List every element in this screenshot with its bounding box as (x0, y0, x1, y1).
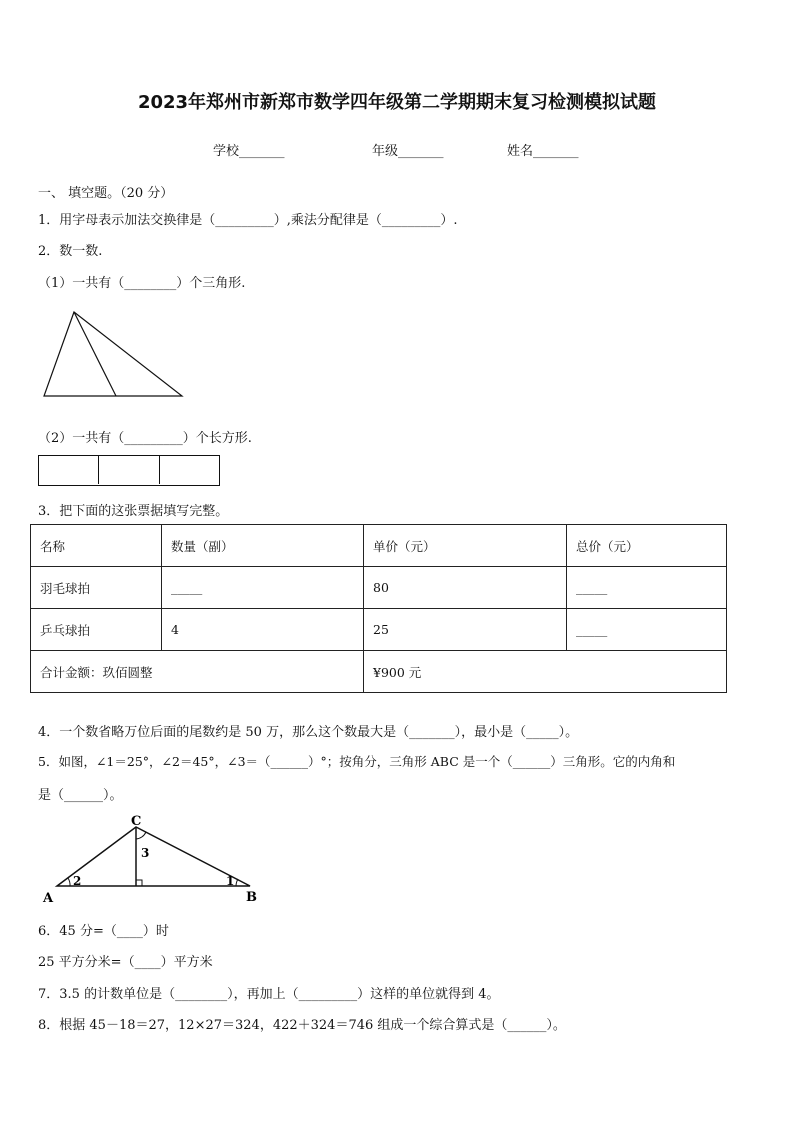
question-1: 1．用字母表示加法交换律是（_________）,乘法分配律是（_________）. (38, 213, 458, 228)
table-cell: _____ (162, 567, 364, 609)
header-cell: 名称 (31, 525, 162, 567)
rectangle-outer (38, 455, 220, 486)
table-row (31, 609, 727, 651)
question-3: 3．把下面的这张票据填写完整。 (38, 504, 229, 519)
question-2-part-1: （1）一共有（________）个三角形. (38, 276, 246, 291)
header-cell: 数量（副） (162, 525, 364, 567)
question-2: 2．数一数. (38, 244, 103, 259)
total-label: 合计金额：玖佰圆整 (31, 651, 364, 693)
angle-3-arc (136, 832, 146, 839)
inner-line (74, 312, 116, 396)
question-7: 7．3.5 的计数单位是（________），再加上（_________）这样的单位就得到 4。 (38, 987, 500, 1002)
label-angle-1: 1 (226, 874, 235, 888)
outer-triangle (44, 312, 182, 396)
table-cell: 4 (162, 609, 364, 651)
header-cell: 单价（元） (364, 525, 567, 567)
table-total-row (31, 651, 727, 693)
question-6-line-2: 25 平方分米=（____）平方米 (38, 955, 213, 970)
question-6-line-1: 6．45 分=（____）时 (38, 924, 169, 939)
label-angle-2: 2 (73, 874, 82, 888)
right-angle-mark (136, 880, 142, 886)
angle-1-arc (236, 879, 238, 886)
label-angle-3: 3 (141, 846, 150, 860)
question-8: 8．根据 45－18＝27，12×27＝324，422＋324＝746 组成一个综合算式是（______）。 (38, 1018, 566, 1033)
table-cell: 80 (364, 567, 567, 609)
section-heading: 一、 填空题。（20 分） (38, 186, 174, 201)
school-field: 学校_______ (213, 144, 285, 159)
triangle-figure (40, 308, 190, 400)
name-field: 姓名_______ (507, 144, 579, 159)
table-cell: 乒乓球拍 (31, 609, 162, 651)
header-cell: 总价（元） (567, 525, 727, 567)
rectangle-divider (98, 455, 99, 484)
total-value: ¥900 元 (364, 651, 727, 693)
table-cell: _____ (567, 567, 727, 609)
question-5-line-1: 5．如图，∠1＝25°，∠2＝45°，∠3＝（______）°；按角分，三角形 ABC 是一个（______）三角形。它的内角和 (38, 754, 676, 769)
table-cell: 羽毛球拍 (31, 567, 162, 609)
table-row (31, 567, 727, 609)
triangle-abc-figure (40, 812, 265, 907)
table-header-row (31, 525, 727, 567)
grade-field: 年级_______ (372, 144, 444, 159)
receipt-table (30, 524, 727, 693)
table-cell: 25 (364, 609, 567, 651)
label-c: C (131, 814, 142, 829)
question-5-line-2: 是（______）。 (38, 788, 123, 803)
label-a: A (43, 891, 54, 906)
question-4: 4．一个数省略万位后面的尾数约是 50 万，那么这个数最大是（_______），最小是（_____）。 (38, 725, 579, 740)
rectangle-divider (159, 455, 160, 484)
table-cell: _____ (567, 609, 727, 651)
label-b: B (246, 890, 257, 905)
question-2-part-2: （2）一共有（_________）个长方形. (38, 431, 252, 446)
triangle-abc (57, 827, 250, 886)
angle-2-arc (68, 878, 70, 886)
page-title: 2023年郑州市新郑市数学四年级第二学期期末复习检测模拟试题 (137, 92, 657, 113)
